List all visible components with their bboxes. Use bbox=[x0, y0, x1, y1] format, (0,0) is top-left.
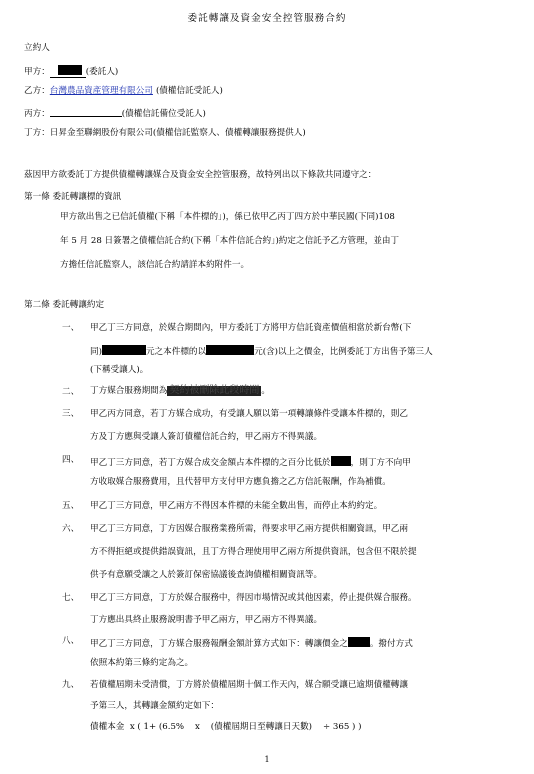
item-3-line: 方及丁方應與受讓人簽訂債權信託合約，甲乙兩方不得異議。 bbox=[90, 432, 323, 442]
party-b-name: 台灣農品資產管理有限公司 bbox=[49, 86, 153, 96]
item-2-number: 二、 bbox=[62, 387, 80, 397]
page-number: 1 bbox=[264, 755, 270, 764]
redaction-block bbox=[348, 637, 370, 647]
item-2-text: 丁方媒合服務期間為 bbox=[90, 386, 168, 396]
party-c-suffix: (債權信託備位受託人) bbox=[121, 109, 206, 119]
party-b-prefix: 乙方： bbox=[24, 86, 50, 96]
redaction-block bbox=[331, 456, 351, 466]
item-4-number: 四、 bbox=[62, 455, 80, 465]
party-a-name-field bbox=[50, 65, 86, 78]
parties-heading: 立約人 bbox=[24, 43, 50, 53]
item-8-text: 。撥付方式 bbox=[369, 639, 413, 649]
item-1-text: 元(含)以上之價金，比例委託丁方出售予第三人 bbox=[254, 347, 433, 357]
item-4-text: ，則丁方不向甲 bbox=[350, 458, 411, 468]
item-4-text: 甲乙丁三方同意，若丁方媒合成交金額占本件標的之百分比低於 bbox=[90, 458, 331, 468]
item-9-line: 若債權屆期未受清償，丁方將於債權屆期十個工作天內，媒合願受讓已逾期債權轉讓 bbox=[90, 680, 408, 690]
item-1-number: 一、 bbox=[62, 323, 80, 333]
redaction-block bbox=[58, 65, 82, 75]
article-1-line: 甲方欲出售之已信託債權(下稱「本件標的」)，係已依甲乙丙丁四方於中華民國(下同)108 bbox=[60, 212, 395, 222]
item-1-text: 同) bbox=[90, 347, 102, 357]
redaction-block bbox=[206, 345, 254, 355]
item-4-line: 方收取媒合服務費用，且代替甲方支付甲方應負擔之乙方信託報酬，作為補償。 bbox=[90, 477, 391, 487]
document-title: 委託轉讓及資金安全控管服務合約 bbox=[187, 13, 347, 24]
party-a-line bbox=[24, 65, 118, 78]
party-d-line: 丁方：日昇金至聯網股份有限公司(債權信託監察人、債權轉讓服務提供人) bbox=[24, 128, 306, 138]
item-1-line: 甲乙丁三方同意，於媒合期間內，甲方委託丁方將甲方信託資產價值相當於新台幣(下 bbox=[90, 323, 412, 333]
item-7-number: 七、 bbox=[62, 593, 80, 603]
party-c-prefix: 丙方： bbox=[24, 109, 50, 119]
intro-paragraph: 茲因甲方欲委託丁方提供債權轉讓媒合及資金安全控管服務，故特列出以下條款共同遵守之： bbox=[24, 170, 377, 180]
item-7-line: 丁方應出具終止服務說明書予甲乙兩方，甲乙兩方不得異議。 bbox=[90, 615, 323, 625]
party-a-prefix: 甲方： bbox=[24, 67, 50, 77]
item-4-line bbox=[90, 456, 411, 468]
item-9-line: 予第三人，其轉讓金額約定如下： bbox=[90, 701, 219, 711]
item-6-line: 供予有意願受讓之人於簽訂保密協議後查詢債權相關資訊等。 bbox=[90, 570, 323, 580]
item-6-number: 六、 bbox=[62, 524, 80, 534]
item-8-line: 依照本約第三條約定為之。 bbox=[90, 658, 194, 668]
party-b-line bbox=[24, 87, 223, 96]
item-6-line: 甲乙丁三方同意，丁方因媒合服務業務所需，得要求甲乙兩方提供相關資訊，甲乙兩 bbox=[90, 524, 408, 534]
article-1-heading: 第一條 委託轉讓標的資訊 bbox=[24, 192, 122, 202]
item-1-line: (下稱受讓人)。 bbox=[90, 365, 149, 375]
redaction-block bbox=[102, 345, 146, 355]
article-1-line: 年 5 月 28 日簽署之債權信託合約(下稱「本件信託合約」)約定之信託予乙方管理，並由丁 bbox=[60, 236, 400, 246]
party-b-suffix: (債權信託受託人) bbox=[155, 86, 223, 96]
item-5-number: 五、 bbox=[62, 501, 80, 511]
party-c-name-field bbox=[50, 108, 122, 117]
item-8-line bbox=[90, 637, 413, 649]
item-5-line: 甲乙丁三方同意，甲乙兩方不得因本件標的未能全數出售，而停止本約約定。 bbox=[90, 501, 383, 511]
item-3-line: 甲乙丙方同意，若丁方媒合成功，有受讓人願以第一項轉讓條件受讓本件標的，則乙 bbox=[90, 409, 408, 419]
article-1-line: 方擔任信託監察人，該信託合約請詳本約附件一。 bbox=[60, 260, 250, 270]
item-9-number: 九、 bbox=[62, 680, 80, 690]
item-1-line bbox=[90, 345, 433, 357]
item-2-line bbox=[90, 386, 270, 396]
article-2-heading: 第二條 委託轉讓約定 bbox=[24, 300, 105, 310]
party-a-suffix: (委託人) bbox=[85, 67, 119, 77]
item-3-number: 三、 bbox=[62, 409, 80, 419]
party-c-line bbox=[24, 108, 206, 119]
item-2-period-highlight: 契約被刪除此段時間 bbox=[169, 385, 260, 396]
item-2-text: 。 bbox=[261, 386, 270, 396]
item-8-text: 甲乙丁三方同意，丁方媒合服務報酬金額計算方式如下：轉讓價金之 bbox=[90, 639, 348, 649]
item-6-line: 方不得拒絕或提供錯誤資訊，且丁方得合理使用甲乙兩方所提供資訊，包含但不限於提 bbox=[90, 547, 417, 557]
item-1-text: 元之本件標的以 bbox=[145, 347, 207, 357]
item-9-formula: 債權本金 x ( 1+ (6.5% x (債權屆期日至轉讓日天數) ÷ 365 ) ) bbox=[90, 722, 362, 732]
item-8-number: 八、 bbox=[62, 636, 80, 646]
item-7-line: 甲乙丁三方同意，丁方於媒合服務中，得因市場情況或其他因素，停止提供媒合服務。 bbox=[90, 593, 417, 603]
